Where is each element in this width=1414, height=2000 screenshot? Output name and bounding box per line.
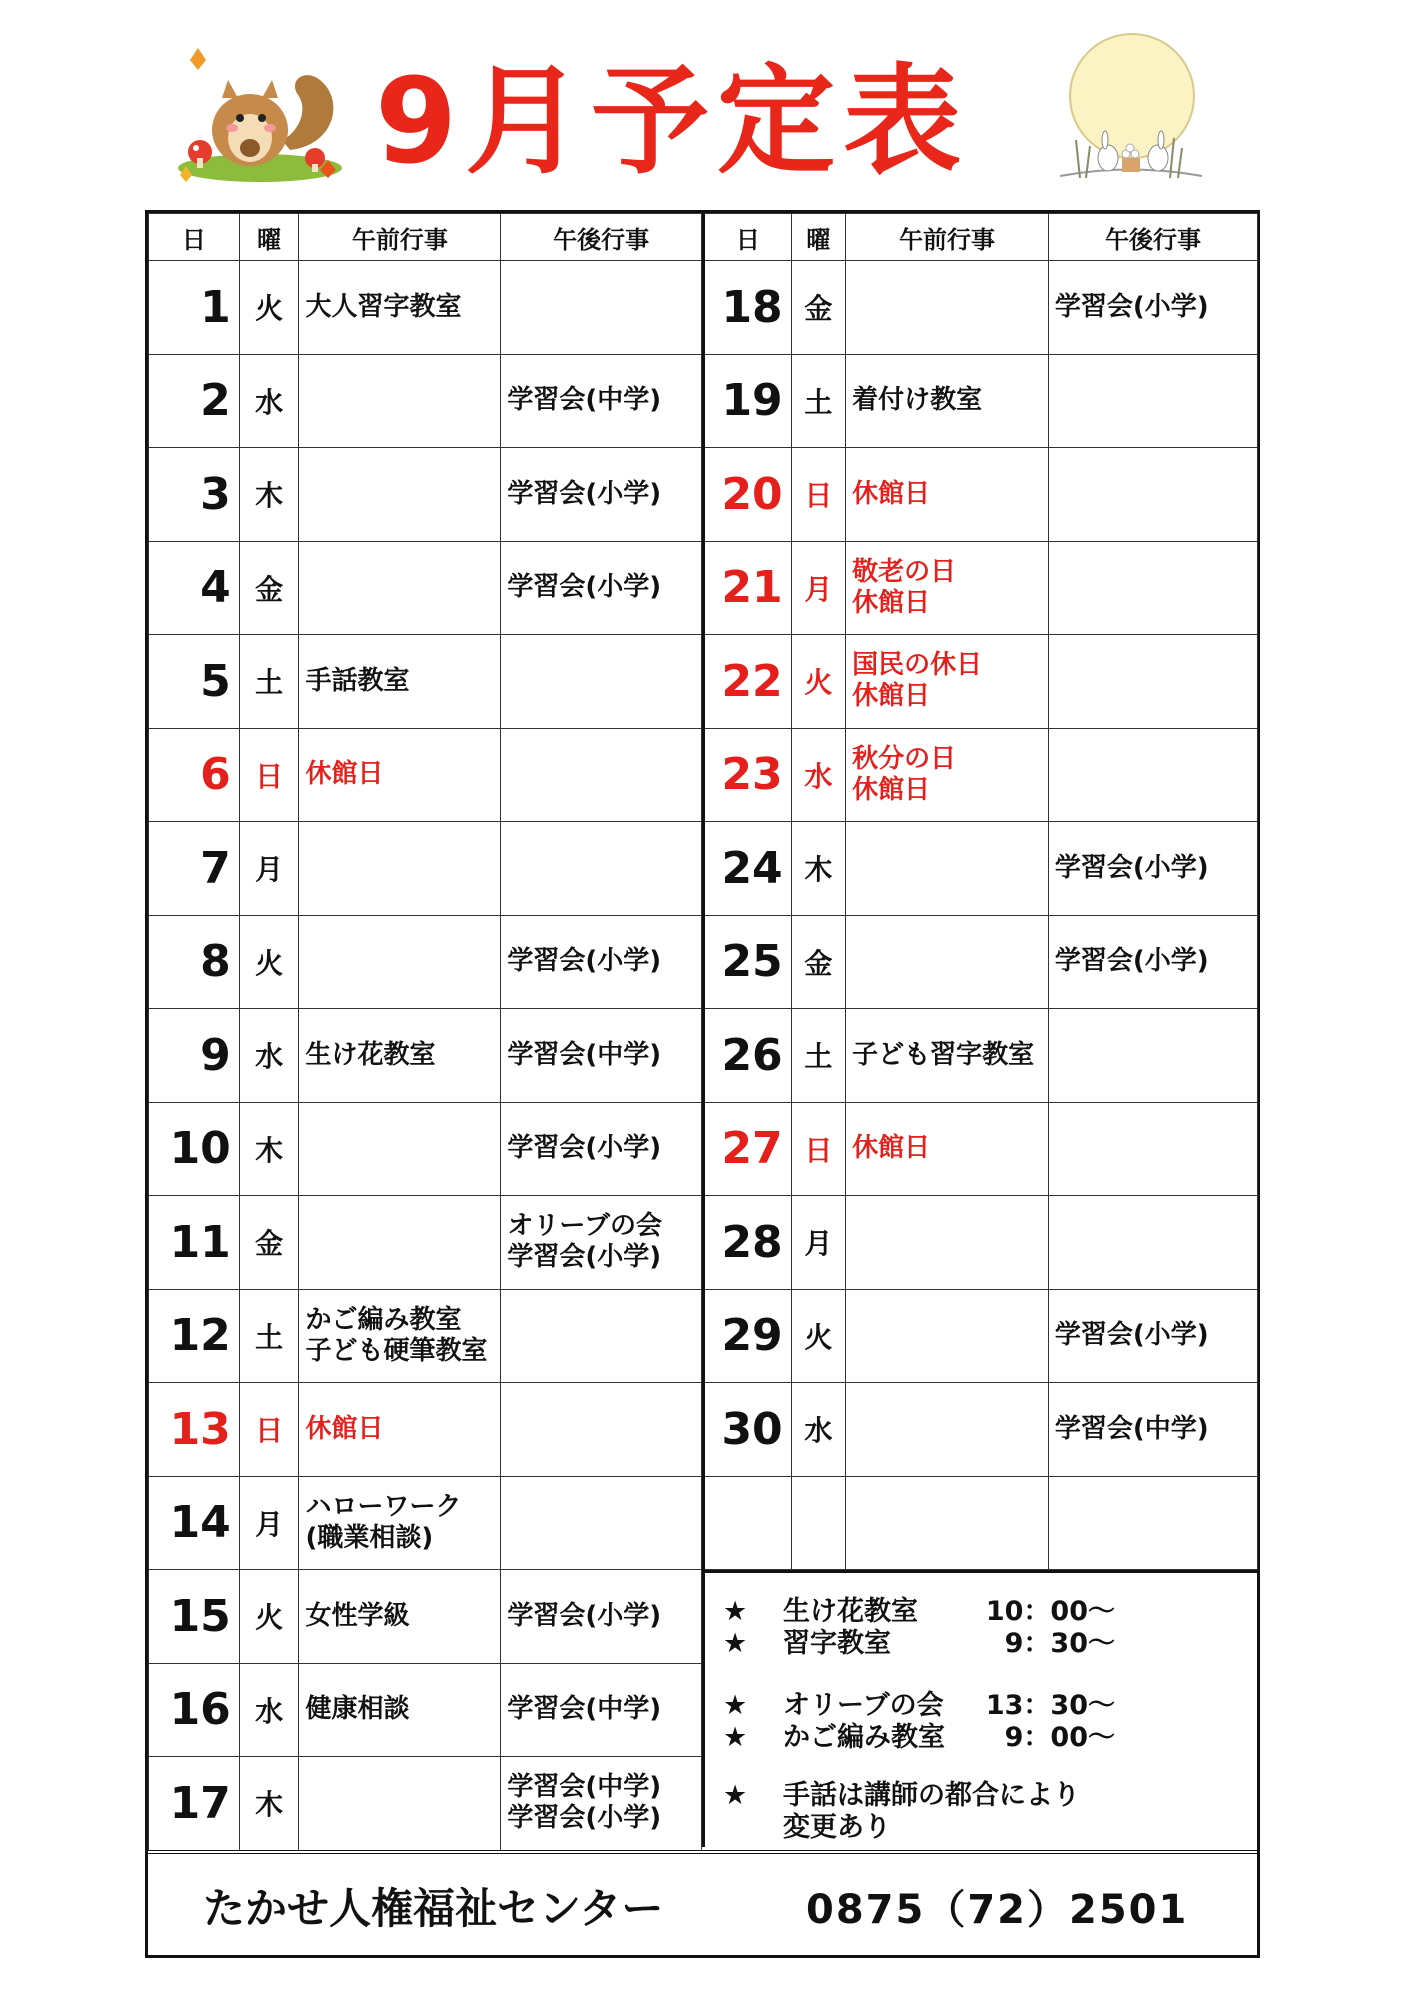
day-number	[704, 1476, 792, 1570]
schedule-row	[149, 1663, 702, 1757]
schedule-row	[704, 728, 1258, 822]
note-label: 変更あり	[783, 1812, 891, 1843]
am-event-cell	[299, 1102, 501, 1196]
weekday: 木	[239, 448, 299, 542]
pm-event-cell	[1048, 822, 1257, 916]
weekday: 金	[791, 915, 846, 1009]
header-am: 午前行事	[846, 214, 1049, 261]
day-number: 7	[149, 822, 240, 916]
weekday: 水	[239, 354, 299, 448]
event-text: 休館日	[852, 774, 931, 805]
day-number: 26	[704, 1009, 792, 1103]
event-text: 学習会(中学)	[1054, 1413, 1209, 1444]
day-number: 22	[704, 635, 792, 729]
pm-event-cell	[1048, 1009, 1257, 1103]
day-number: 15	[149, 1570, 240, 1664]
pm-event-cell	[1048, 1196, 1257, 1290]
note-time: 13：30〜	[985, 1690, 1115, 1721]
schedule-row	[704, 915, 1258, 1009]
weekday: 水	[791, 728, 846, 822]
note-label: オリーブの会	[783, 1690, 944, 1721]
pm-event-cell	[1048, 1289, 1257, 1383]
weekday: 土	[791, 354, 846, 448]
weekday: 金	[791, 261, 846, 355]
event-text: 休館日	[305, 1413, 384, 1444]
weekday: 土	[239, 635, 299, 729]
day-number: 11	[149, 1196, 240, 1290]
header-day: 日	[149, 214, 240, 261]
weekday: 水	[791, 1383, 846, 1477]
note-item	[723, 1715, 1115, 1754]
day-number: 17	[149, 1757, 240, 1851]
schedule-row	[149, 354, 702, 448]
event-text: 学習会(小学)	[507, 572, 662, 603]
pm-event-cell	[1048, 261, 1257, 355]
weekday: 月	[239, 1476, 299, 1570]
am-event-cell	[846, 448, 1049, 542]
weekday: 月	[791, 1196, 846, 1290]
day-number: 16	[149, 1663, 240, 1757]
pm-event-cell	[1048, 448, 1257, 542]
schedule-row	[149, 261, 702, 355]
schedule-row	[704, 1009, 1258, 1103]
am-event-cell	[846, 1196, 1049, 1290]
pm-event-cell	[501, 1663, 702, 1757]
am-event-cell	[299, 1570, 501, 1664]
event-text: 健康相談	[305, 1694, 410, 1725]
header-weekday: 曜	[239, 214, 299, 261]
am-event-cell	[846, 261, 1049, 355]
pm-event-cell	[1048, 541, 1257, 635]
schedule-row	[149, 541, 702, 635]
header-pm: 午後行事	[501, 214, 702, 261]
event-text: かご編み教室	[305, 1304, 462, 1335]
event-text: 休館日	[852, 587, 931, 618]
weekday: 日	[239, 1383, 299, 1477]
schedule-row	[149, 1102, 702, 1196]
note-label: かご編み教室	[783, 1722, 945, 1753]
am-event-cell	[299, 1196, 501, 1290]
event-text: 学習会(中学)	[507, 1039, 662, 1070]
day-number: 14	[149, 1476, 240, 1570]
pm-event-cell	[1048, 1476, 1257, 1570]
event-text: 学習会(小学)	[1054, 852, 1209, 883]
day-number: 30	[704, 1383, 792, 1477]
pm-event-cell	[501, 354, 702, 448]
event-text: 休館日	[305, 759, 384, 790]
schedule-row	[704, 261, 1258, 355]
day-number: 9	[149, 1009, 240, 1103]
page-title: 9月予定表	[375, 52, 970, 190]
schedule-row	[149, 1196, 702, 1290]
header-weekday: 曜	[791, 214, 846, 261]
note-time: 10：00〜	[985, 1596, 1115, 1627]
phone-number: 0875（72）2501	[806, 1887, 1189, 1933]
am-event-cell	[299, 448, 501, 542]
schedule-row	[149, 1289, 702, 1383]
pm-event-cell	[501, 1570, 702, 1664]
event-text: 学習会(小学)	[507, 1242, 662, 1273]
event-text: 手話教室	[305, 665, 410, 696]
am-event-cell	[846, 1102, 1049, 1196]
weekday: 火	[239, 915, 299, 1009]
day-number: 19	[704, 354, 792, 448]
schedule-row	[149, 448, 702, 542]
am-event-cell	[299, 635, 501, 729]
event-text: (職業相談)	[305, 1522, 434, 1553]
pm-event-cell	[1048, 1383, 1257, 1477]
schedule-row	[149, 1476, 702, 1570]
day-number: 28	[704, 1196, 792, 1290]
schedule-row	[704, 1383, 1258, 1477]
schedule-left-column	[148, 213, 702, 1851]
day-number: 2	[149, 354, 240, 448]
event-text: 学習会(小学)	[507, 478, 662, 509]
pm-event-cell	[501, 1476, 702, 1570]
event-text: 女性学級	[305, 1600, 410, 1631]
header-day: 日	[704, 214, 792, 261]
event-text: 休館日	[852, 681, 931, 712]
star-icon: ★	[723, 1722, 748, 1753]
note-time: 9：30〜	[1004, 1628, 1115, 1659]
schedule-row	[149, 1009, 702, 1103]
am-event-cell	[299, 1289, 501, 1383]
weekday: 水	[239, 1009, 299, 1103]
weekday: 火	[239, 261, 299, 355]
weekday: 木	[239, 1102, 299, 1196]
squirrel-autumn-icon	[170, 40, 350, 185]
schedule-row	[149, 822, 702, 916]
am-event-cell	[299, 354, 501, 448]
schedule-row	[149, 1383, 702, 1477]
event-text: 学習会(中学)	[507, 1694, 662, 1725]
schedule-row	[704, 635, 1258, 729]
event-text: 学習会(中学)	[507, 385, 662, 416]
pm-event-cell	[501, 541, 702, 635]
pm-event-cell	[1048, 1102, 1257, 1196]
weekday: 日	[791, 1102, 846, 1196]
event-text: 敬老の日	[852, 556, 957, 587]
pm-event-cell	[501, 1757, 702, 1851]
day-number: 5	[149, 635, 240, 729]
star-icon: ★	[723, 1628, 748, 1659]
event-text: 学習会(小学)	[1054, 291, 1209, 322]
am-event-cell	[299, 1383, 501, 1477]
schedule-table	[145, 210, 1260, 1958]
day-number: 21	[704, 541, 792, 635]
star-icon: ★	[723, 1690, 748, 1721]
pm-event-cell	[501, 448, 702, 542]
pm-event-cell	[1048, 728, 1257, 822]
weekday: 日	[791, 448, 846, 542]
pm-event-cell	[501, 261, 702, 355]
day-number: 20	[704, 448, 792, 542]
event-text: 学習会(小学)	[1054, 946, 1209, 977]
footer	[148, 1850, 1257, 1955]
am-event-cell	[846, 822, 1049, 916]
weekday: 火	[791, 1289, 846, 1383]
am-event-cell	[299, 1476, 501, 1570]
day-number: 27	[704, 1102, 792, 1196]
event-text: 国民の休日	[852, 650, 983, 681]
header-am: 午前行事	[299, 214, 501, 261]
day-number: 25	[704, 915, 792, 1009]
header	[0, 0, 1414, 205]
day-number: 13	[149, 1383, 240, 1477]
center-name: たかせ人権福祉センター	[203, 1884, 664, 1933]
am-event-cell	[299, 1009, 501, 1103]
weekday: 木	[791, 822, 846, 916]
schedule-row	[704, 541, 1258, 635]
weekday	[791, 1476, 846, 1570]
am-event-cell	[846, 1289, 1049, 1383]
pm-event-cell	[501, 1196, 702, 1290]
am-event-cell	[846, 728, 1049, 822]
pm-event-cell	[501, 728, 702, 822]
weekday: 月	[791, 541, 846, 635]
event-text: 大人習字教室	[305, 291, 462, 322]
event-text: 休館日	[852, 1133, 931, 1164]
header-pm: 午後行事	[1048, 214, 1257, 261]
note-label: 生け花教室	[783, 1596, 918, 1627]
event-text: ハローワーク	[305, 1491, 462, 1522]
schedule-right-column	[702, 213, 1258, 1570]
schedule-row	[149, 635, 702, 729]
pm-event-cell	[1048, 915, 1257, 1009]
full-moon-rabbits-icon	[1050, 28, 1210, 193]
am-event-cell	[846, 915, 1049, 1009]
note-item	[723, 1621, 1115, 1660]
weekday: 火	[791, 635, 846, 729]
day-number: 18	[704, 261, 792, 355]
event-text: 着付け教室	[852, 385, 983, 416]
pm-event-cell	[501, 1009, 702, 1103]
event-text: 子ども硬筆教室	[305, 1335, 488, 1366]
weekday: 木	[239, 1757, 299, 1851]
am-event-cell	[846, 1383, 1049, 1477]
am-event-cell	[846, 635, 1049, 729]
am-event-cell	[299, 1663, 501, 1757]
pm-event-cell	[501, 1102, 702, 1196]
day-number: 1	[149, 261, 240, 355]
event-text: 子ども習字教室	[852, 1039, 1035, 1070]
pm-event-cell	[501, 1383, 702, 1477]
event-text: 学習会(小学)	[507, 1803, 662, 1834]
event-text: 秋分の日	[852, 743, 957, 774]
schedule-row	[704, 822, 1258, 916]
day-number: 3	[149, 448, 240, 542]
weekday: 水	[239, 1663, 299, 1757]
schedule-row	[704, 354, 1258, 448]
day-number: 10	[149, 1102, 240, 1196]
star-icon: ★	[723, 1780, 748, 1811]
note-label: 習字教室	[783, 1628, 891, 1659]
schedule-row	[149, 1757, 702, 1851]
note-time: 9：00〜	[1004, 1722, 1115, 1753]
schedule-row	[149, 728, 702, 822]
weekday: 火	[239, 1570, 299, 1664]
schedule-row	[704, 1196, 1258, 1290]
am-event-cell	[299, 915, 501, 1009]
event-text: 休館日	[852, 478, 931, 509]
pm-event-cell	[1048, 635, 1257, 729]
pm-event-cell	[1048, 354, 1257, 448]
weekday: 土	[791, 1009, 846, 1103]
am-event-cell	[846, 1476, 1049, 1570]
am-event-cell	[299, 728, 501, 822]
schedule-row	[704, 1476, 1258, 1570]
day-number: 24	[704, 822, 792, 916]
schedule-row	[149, 1570, 702, 1664]
schedule-row	[149, 915, 702, 1009]
weekday: 土	[239, 1289, 299, 1383]
weekday: 金	[239, 1196, 299, 1290]
am-event-cell	[299, 1757, 501, 1851]
day-number: 23	[704, 728, 792, 822]
star-icon: ★	[723, 1596, 748, 1627]
am-event-cell	[846, 1009, 1049, 1103]
day-number: 6	[149, 728, 240, 822]
schedule-row	[704, 1289, 1258, 1383]
note-item	[723, 1805, 891, 1844]
note-label: 手話は講師の都合により	[783, 1780, 1080, 1811]
day-number: 29	[704, 1289, 792, 1383]
day-number: 12	[149, 1289, 240, 1383]
event-text: 学習会(小学)	[1054, 1320, 1209, 1351]
notes-box	[702, 1570, 1257, 1847]
schedule-row	[704, 448, 1258, 542]
am-event-cell	[299, 261, 501, 355]
schedule-row	[704, 1102, 1258, 1196]
am-event-cell	[846, 354, 1049, 448]
day-number: 4	[149, 541, 240, 635]
header-row	[149, 214, 702, 261]
event-text: 学習会(小学)	[507, 1600, 662, 1631]
pm-event-cell	[501, 635, 702, 729]
am-event-cell	[299, 541, 501, 635]
event-text: 学習会(中学)	[507, 1772, 662, 1803]
header-row	[704, 214, 1258, 261]
pm-event-cell	[501, 1289, 702, 1383]
weekday: 金	[239, 541, 299, 635]
weekday: 月	[239, 822, 299, 916]
event-text: 学習会(小学)	[507, 946, 662, 977]
am-event-cell	[299, 822, 501, 916]
weekday: 日	[239, 728, 299, 822]
event-text: 学習会(小学)	[507, 1133, 662, 1164]
pm-event-cell	[501, 915, 702, 1009]
event-text: オリーブの会	[507, 1211, 663, 1242]
day-number: 8	[149, 915, 240, 1009]
pm-event-cell	[501, 822, 702, 916]
event-text: 生け花教室	[305, 1039, 436, 1070]
am-event-cell	[846, 541, 1049, 635]
